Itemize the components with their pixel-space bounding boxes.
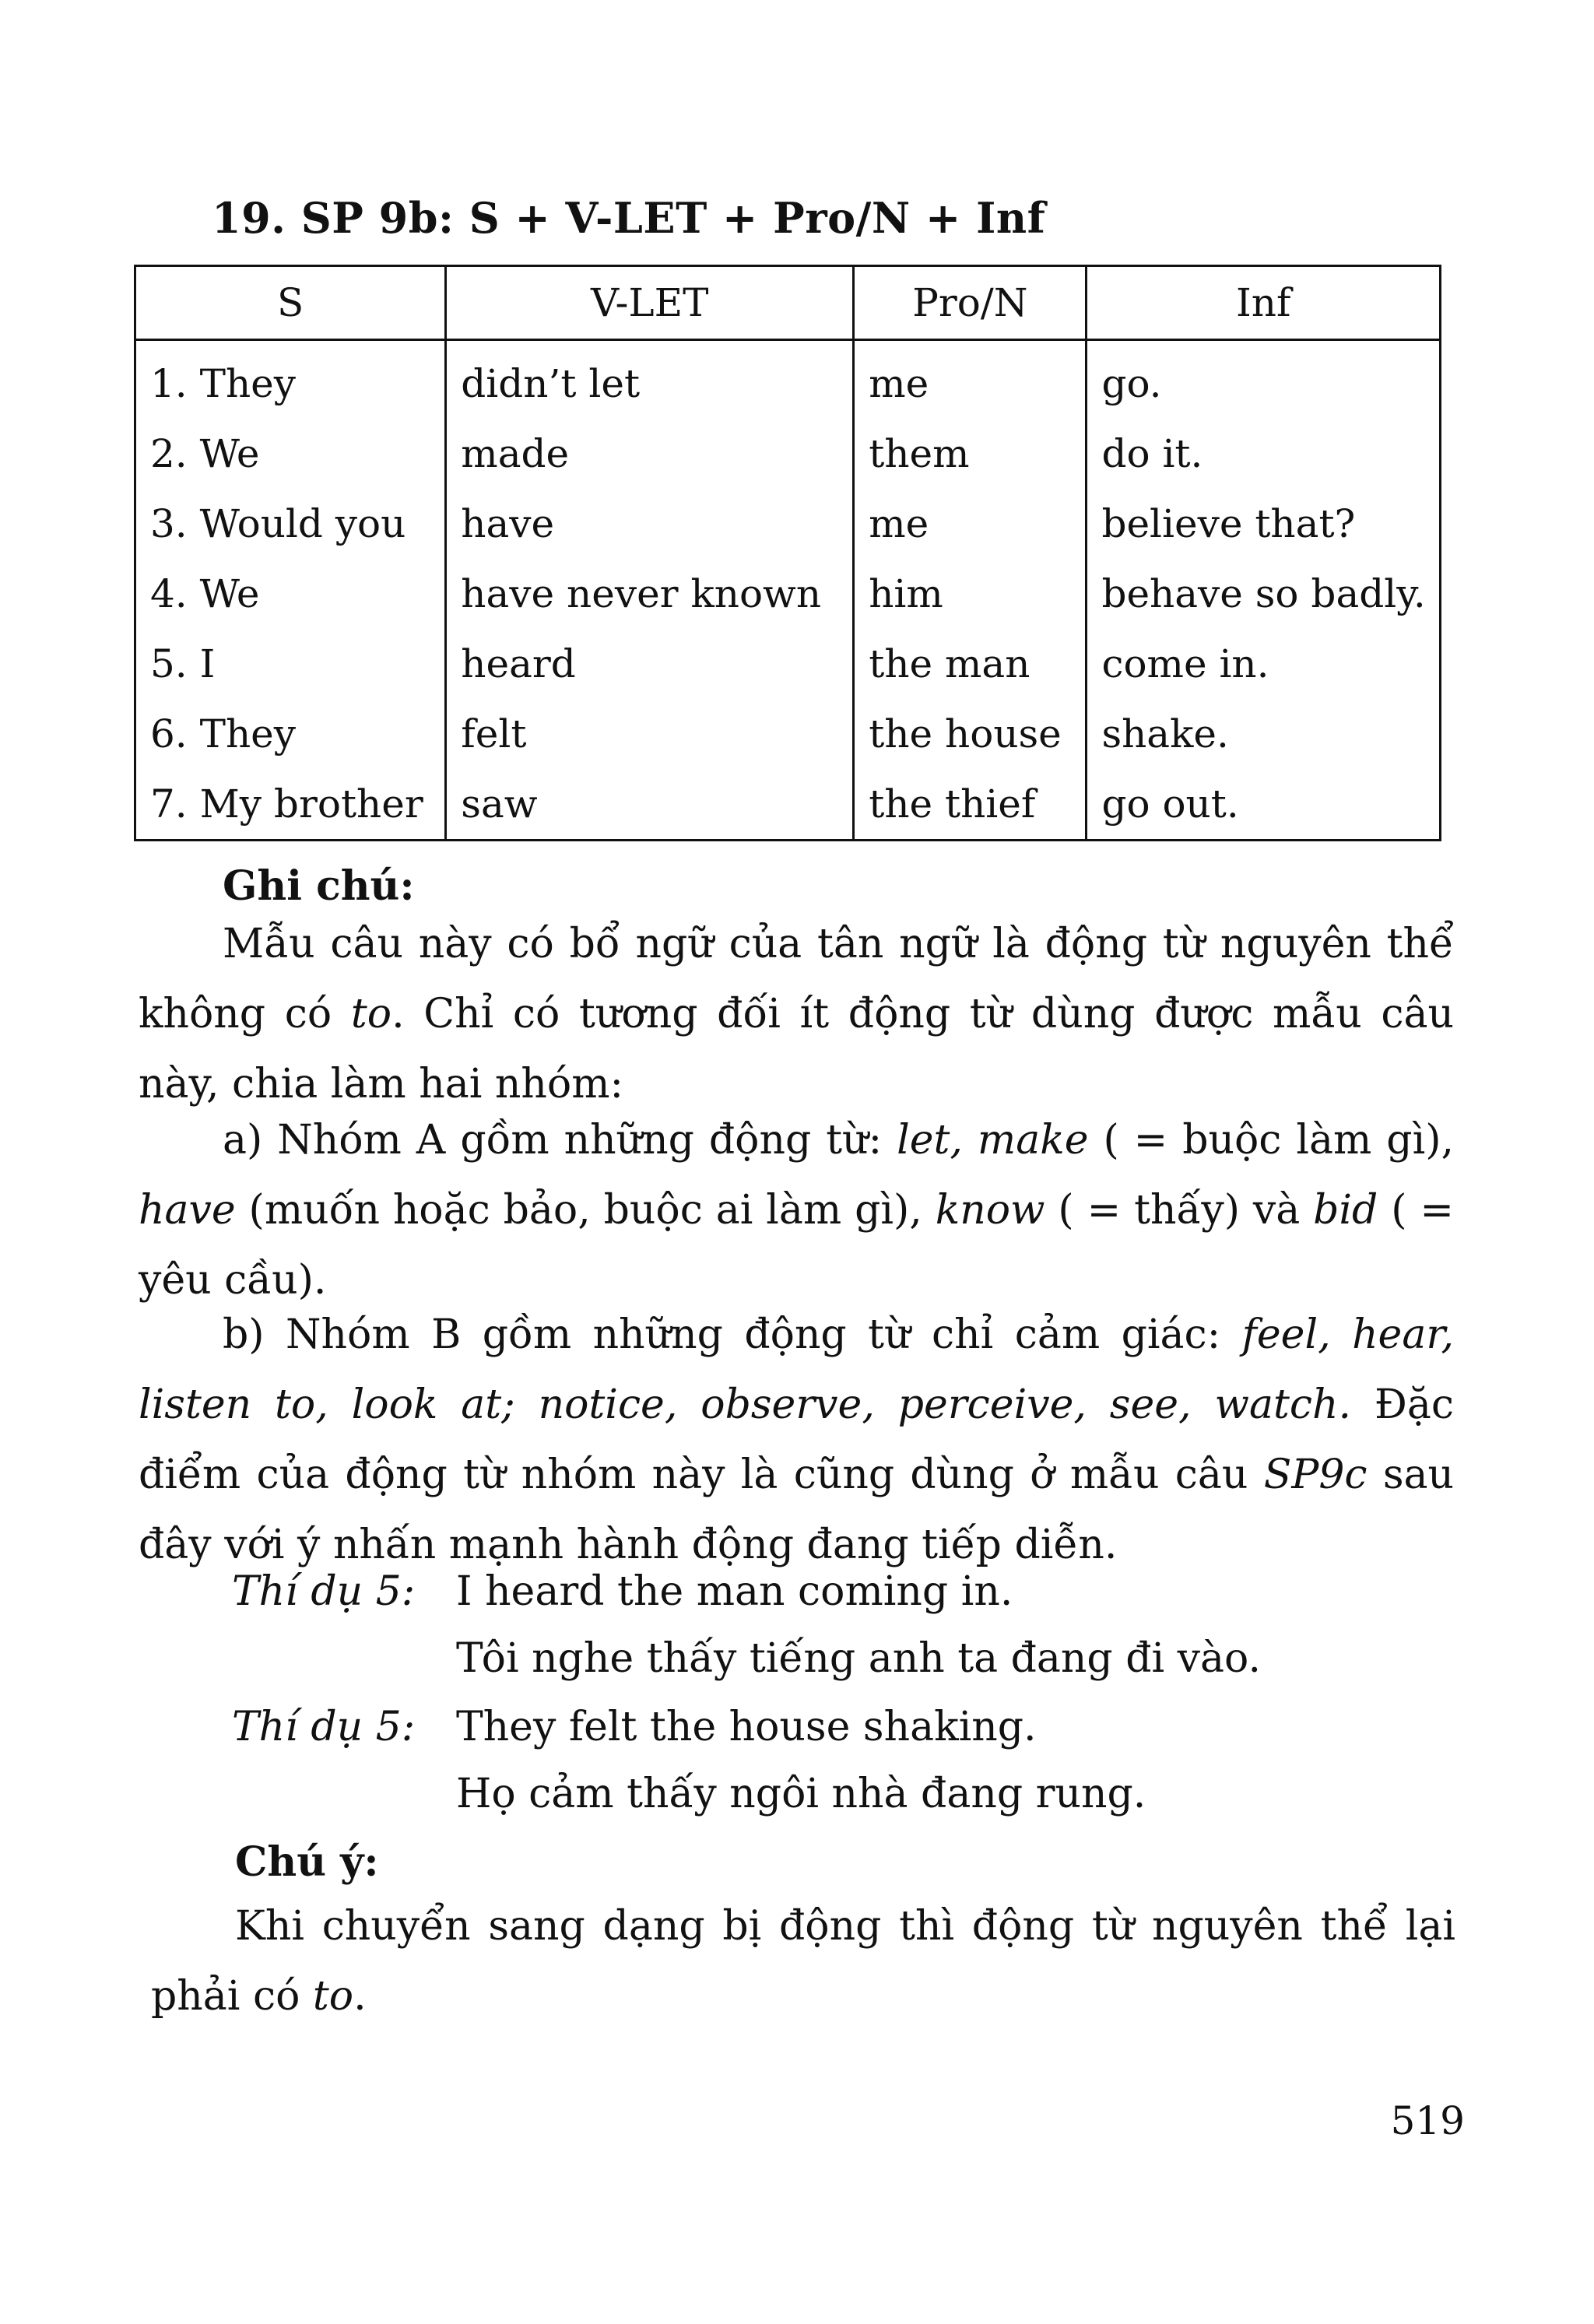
cell-object: me bbox=[854, 489, 1087, 559]
notes-intro bbox=[139, 909, 1454, 1119]
page-number: 519 bbox=[1390, 2098, 1465, 2143]
cell-subject: 5. I bbox=[135, 629, 446, 699]
cell-object: them bbox=[854, 419, 1087, 489]
cell-subject: 7. My brother bbox=[135, 769, 446, 841]
table-row bbox=[135, 769, 1441, 841]
cell-infinitive: shake. bbox=[1087, 699, 1441, 769]
header-infinitive: Inf bbox=[1087, 266, 1441, 340]
example-sentence: They felt the house shaking. bbox=[456, 1704, 1037, 1750]
group-b-pattern: SP9c bbox=[1263, 1452, 1368, 1498]
cell-object: the house bbox=[854, 699, 1087, 769]
group-b-text: b) Nhóm B gồm những động từ chỉ cảm giác: bbox=[223, 1311, 1242, 1358]
group-a-verbs: let, make bbox=[897, 1117, 1089, 1164]
group-b-text: sau đây với ý nhấn mạnh hành động đang tiếp diễn. bbox=[139, 1452, 1454, 1568]
cell-infinitive: go. bbox=[1087, 340, 1441, 420]
caution-body: Khi chuyển sang dạng bị động thì động từ nguyên thể lại phải có bbox=[151, 1903, 1455, 2020]
caution-text bbox=[151, 1891, 1455, 2031]
cell-subject: 3. Would you bbox=[135, 489, 446, 559]
group-a-text: (muốn hoặc bảo, buộc ai làm gì), bbox=[235, 1187, 936, 1234]
group-a-paragraph bbox=[139, 1105, 1454, 1315]
group-a-verb-know: know bbox=[935, 1187, 1045, 1234]
cell-infinitive: come in. bbox=[1087, 629, 1441, 699]
group-b-paragraph bbox=[139, 1300, 1454, 1580]
notes-title: Ghi chú: bbox=[223, 862, 415, 910]
table-header-row bbox=[135, 266, 1441, 340]
cell-infinitive: go out. bbox=[1087, 769, 1441, 841]
group-a-verb-have: have bbox=[139, 1187, 236, 1234]
table-row bbox=[135, 419, 1441, 489]
cell-object: him bbox=[854, 559, 1087, 629]
cell-infinitive: do it. bbox=[1087, 419, 1441, 489]
table-row bbox=[135, 629, 1441, 699]
example-sentence: I heard the man coming in. bbox=[456, 1568, 1013, 1615]
caution-title: Chú ý: bbox=[235, 1838, 379, 1886]
intro-text: Mẫu câu này có bổ ngữ của tân ngữ là động từ nguyên thể không có bbox=[139, 921, 1454, 1037]
cell-verb: felt bbox=[446, 699, 854, 769]
header-object: Pro/N bbox=[854, 266, 1087, 340]
example-translation: Tôi nghe thấy tiếng anh ta đang đi vào. bbox=[456, 1635, 1261, 1682]
table-row bbox=[135, 699, 1441, 769]
cell-subject: 2. We bbox=[135, 419, 446, 489]
cell-verb: made bbox=[446, 419, 854, 489]
group-a-text: ( = yêu cầu). bbox=[139, 1187, 1454, 1304]
cell-object: me bbox=[854, 340, 1087, 420]
header-verb: V-LET bbox=[446, 266, 854, 340]
example-label: Thí dụ 5: bbox=[232, 1568, 416, 1615]
cell-object: the man bbox=[854, 629, 1087, 699]
intro-to: to bbox=[350, 991, 392, 1037]
cell-infinitive: behave so badly. bbox=[1087, 559, 1441, 629]
group-a-text: a) Nhóm A gồm những động từ: bbox=[223, 1117, 897, 1164]
cell-verb: have never known bbox=[446, 559, 854, 629]
example-block bbox=[232, 1694, 1146, 1827]
cell-verb: heard bbox=[446, 629, 854, 699]
intro-text-end: . Chỉ có tương đối ít động từ dùng được mẫu câu này, chia làm hai nhóm: bbox=[139, 991, 1455, 1108]
table-row bbox=[135, 489, 1441, 559]
example-label: Thí dụ 5: bbox=[232, 1704, 416, 1750]
table-row bbox=[135, 559, 1441, 629]
cell-verb: didn’t let bbox=[446, 340, 854, 420]
cell-object: the thief bbox=[854, 769, 1087, 841]
pattern-table bbox=[134, 265, 1441, 841]
section-heading: 19. SP 9b: S + V-LET + Pro/N + Inf bbox=[212, 193, 1046, 243]
group-a-text: ( = buộc làm gì), bbox=[1088, 1117, 1455, 1164]
header-subject: S bbox=[135, 266, 446, 340]
example-block bbox=[232, 1558, 1261, 1692]
group-a-verb-bid: bid bbox=[1313, 1187, 1378, 1234]
cell-subject: 4. We bbox=[135, 559, 446, 629]
caution-end: . bbox=[353, 1973, 367, 2020]
cell-subject: 6. They bbox=[135, 699, 446, 769]
cell-subject: 1. They bbox=[135, 340, 446, 420]
group-b-verbs: feel, hear, listen to, look at; notice, observe, perceive, see, watch. bbox=[139, 1311, 1455, 1428]
caution-to: to bbox=[312, 1973, 354, 2020]
cell-verb: have bbox=[446, 489, 854, 559]
table-row bbox=[135, 340, 1441, 420]
group-a-text: ( = thấy) và bbox=[1045, 1187, 1314, 1234]
cell-infinitive: believe that? bbox=[1087, 489, 1441, 559]
example-translation: Họ cảm thấy ngôi nhà đang rung. bbox=[456, 1771, 1146, 1817]
group-b-text: Đặc điểm của động từ nhóm này là cũng dùng ở mẫu câu bbox=[139, 1381, 1454, 1498]
cell-verb: saw bbox=[446, 769, 854, 841]
